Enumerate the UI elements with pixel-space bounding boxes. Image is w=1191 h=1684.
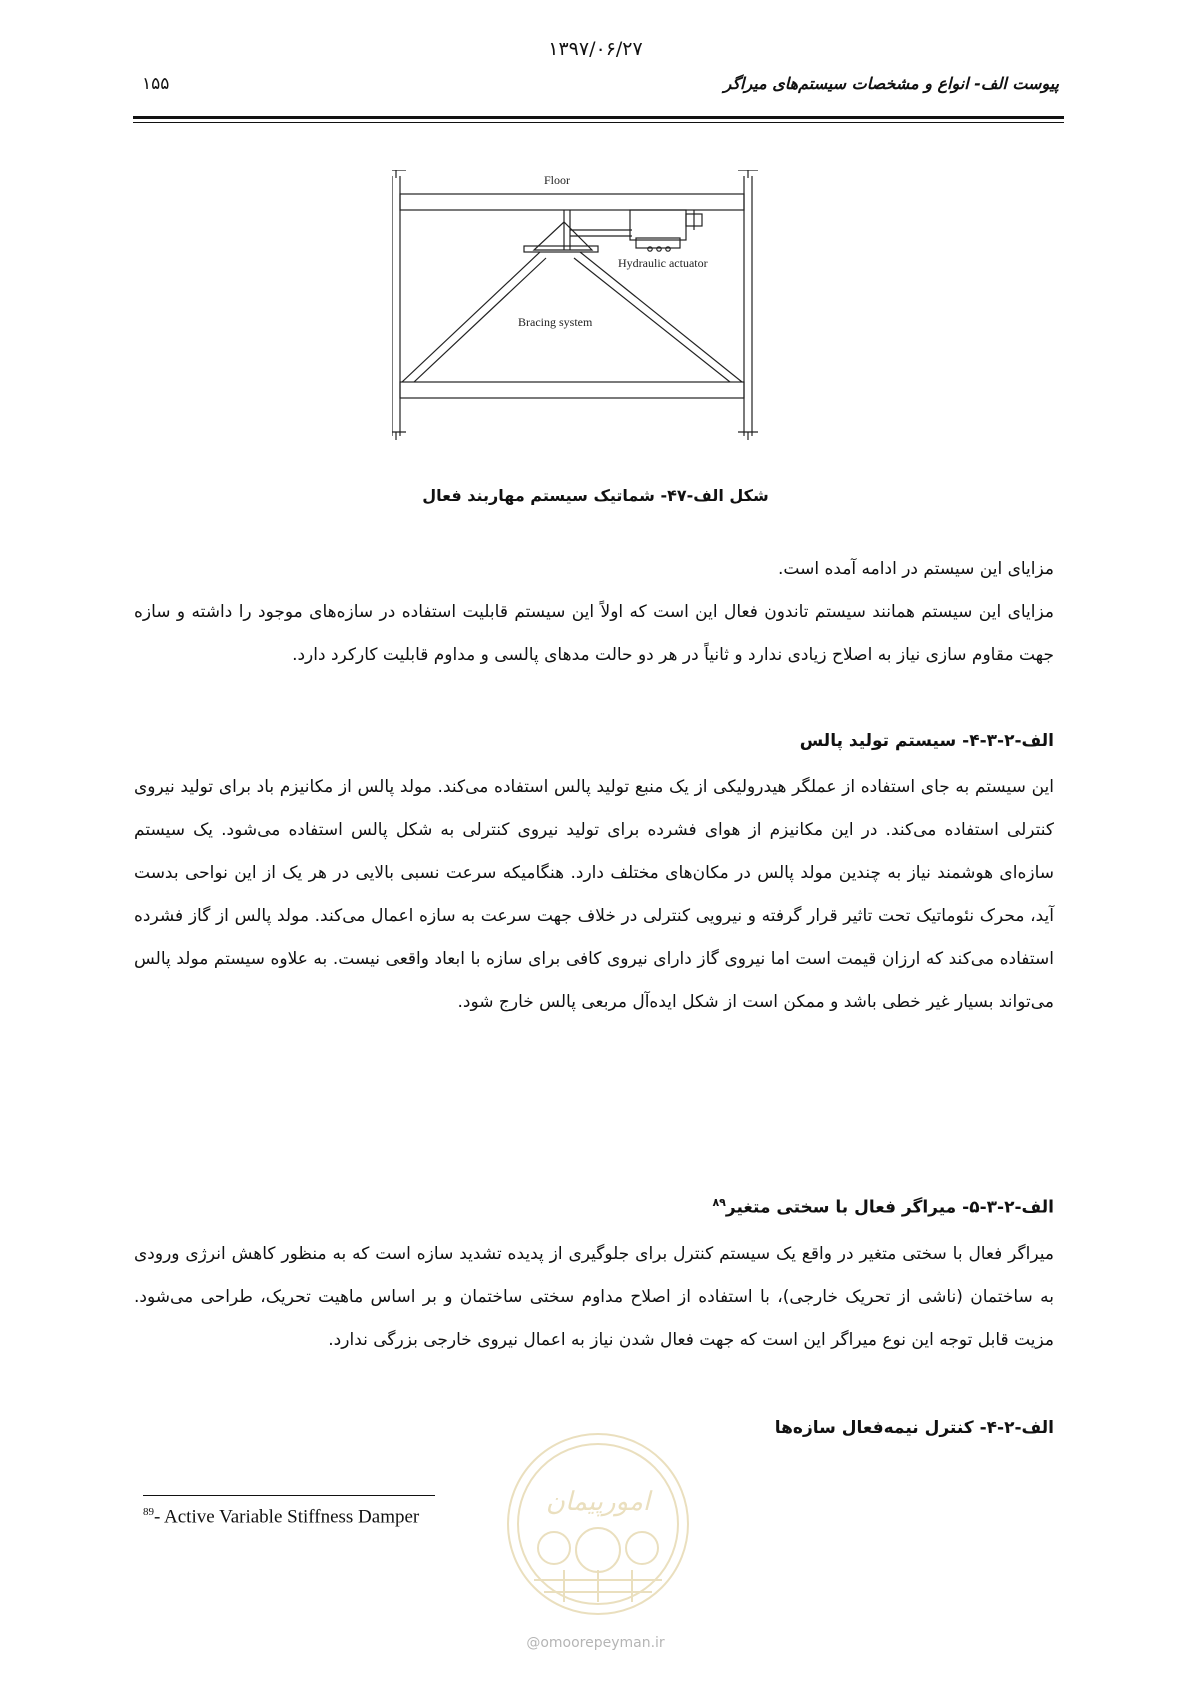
bracing-system-label: Bracing system	[518, 315, 593, 329]
section-heading-pulse-generation: الف-۲-۳-۴- سیستم تولید پالس	[799, 731, 1054, 751]
header-date: ۱۳۹۷/۰۶/۲۷	[548, 38, 643, 60]
paragraph-advantages-intro: مزایای این سیستم در ادامه آمده است.	[778, 559, 1054, 579]
footnote-text: - Active Variable Stiffness Damper	[154, 1506, 420, 1528]
section-heading-variable-stiffness-text: الف-۲-۳-۵- میراگر فعال با سختی متغیر	[725, 1197, 1054, 1218]
figure-caption: شکل الف-۴۷- شماتیک سیستم مهاربند فعال	[422, 486, 769, 505]
section-heading-semi-active-control: الف-۲-۴- کنترل نیمه‌فعال سازه‌ها	[774, 1418, 1054, 1438]
page-number: ۱۵۵	[142, 74, 170, 94]
paragraph-advantages: مزایای این سیستم همانند سیستم تاندون فعال این است که اولاً این سیستم قابلیت استفاده در سازه‌های موجود را داشته و سازه جهت مقاوم سازی نیاز به اصلاح زیادی ندارد و ثانیاً در هر دو حالت مدهای پالسی و مداوم قابلیت کارکرد دارد.	[134, 602, 1054, 665]
watermark-logo-text: امورپیمان	[545, 1487, 651, 1516]
footnote-number: 89	[143, 1506, 154, 1518]
footnote-ref-89[interactable]: ۸۹	[712, 1196, 726, 1209]
header-rule-thin	[133, 122, 1064, 123]
footnote-rule	[143, 1495, 435, 1496]
paragraph-variable-stiffness: میراگر فعال با سختی متغیر در واقع یک سیستم کنترل برای جلوگیری از پدیده تشدید سازه است که به منظور کاهش انرژی ورودی به ساختمان (ناشی از تحریک خارجی)، با استفاده از اصلاح مداوم سختی ساختمان و بر اساس ماهیت تحریک، طراحی می‌شود. مزیت قابل توجه این نوع میراگر این است که جهت فعال شدن نیاز به اعمال نیروی خارجی بزرگی ندارد.	[134, 1244, 1054, 1350]
watermark-logo	[504, 1430, 692, 1618]
floor-label: Floor	[544, 173, 571, 187]
footnote-89	[143, 1506, 419, 1528]
running-header-title: پیوست الف- انواع و مشخصات سیستم‌های میراگر	[723, 74, 1059, 93]
header-rule-thick	[133, 116, 1064, 119]
active-bracing-figure	[392, 170, 812, 472]
section-heading-variable-stiffness	[134, 1196, 1054, 1218]
watermark-site: @omoorepeyman.ir	[526, 1635, 665, 1651]
paragraph-pulse-generation: این سیستم به جای استفاده از عملگر هیدرولیکی از یک منبع تولید پالس استفاده می‌کند. مولد پالس از مکانیزم باد برای تولید نیروی کنترلی استفاده می‌کند. در این مکانیزم از هوای فشرده برای تولید نیروی کنترلی به شکل پالس استفاده می‌شود. یک سیستم سازه‌ای هوشمند نیاز به چندین مولد پالس در مکان‌های مختلف دارد. هنگامیکه سرعت نسبی بالایی در هر یک از این نواحی بدست آید، محرک نئوماتیک تحت تاثیر قرار گرفته و نیرویی کنترلی در خلاف جهت سرعت به سازه اعمال می‌کند. مولد پالس از گاز فشرده استفاده می‌کند که ارزان قیمت است اما نیروی گاز دارای نیروی کافی برای سازه با ابعاد واقعی نیست. به علاوه سیستم مولد پالس می‌تواند بسیار غیر خطی باشد و ممکن است از شکل ایده‌آل مربعی پالس خارج شود.	[134, 777, 1054, 1012]
hydraulic-actuator-label: Hydraulic actuator	[618, 256, 708, 270]
